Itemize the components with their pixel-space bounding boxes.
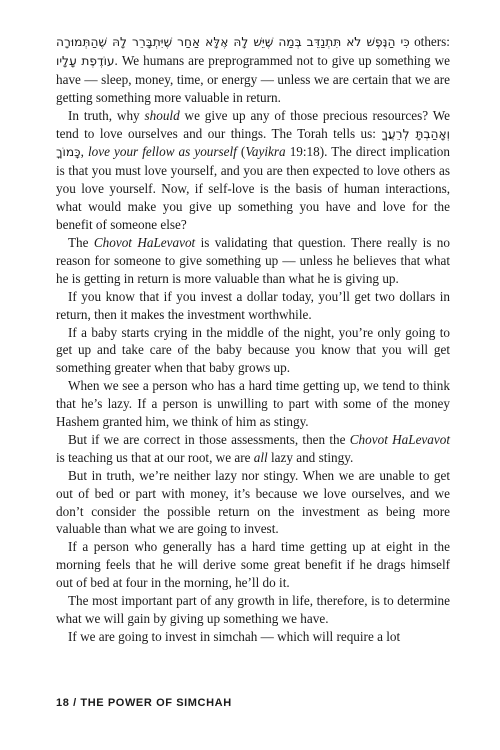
paragraph-9 [56, 538, 450, 592]
text-run: If you know that if you invest a dollar today, you’ll get two dollars in return, then it makes the investment worthwhile. [56, 288, 450, 322]
italic-text: love your fellow as yourself [87, 144, 237, 160]
paragraph-8 [56, 467, 450, 539]
text-run: others: [409, 34, 450, 49]
text-run: , [80, 144, 88, 160]
text-run: lazy and stingy. [267, 449, 354, 465]
text-run: is teaching us that at our root, we are [56, 449, 254, 465]
italic-text: all [253, 449, 268, 465]
paragraph-6 [56, 377, 450, 431]
text-run: is validating that question. There really is no reason for someone to give something up — unless he believes that what he is getting in return is more valuable than what he is giving up. [56, 234, 450, 286]
text-run: If a baby starts crying in the middle of the night, you’re only going to get up and take care of the baby because you know that you will get something greater when that baby grows up. [56, 324, 450, 376]
text-run: In truth, why [68, 107, 145, 123]
page-footer: 18 / THE POWER OF SIMCHAH [56, 697, 232, 709]
text-run: ( [236, 144, 246, 160]
paragraph-3 [56, 234, 450, 288]
paragraph-11 [56, 628, 450, 646]
paragraph-4 [56, 288, 450, 324]
text-run: When we see a person who has a hard time getting up, we tend to think that he’s lazy. If a person is unwilling to part with some of the money Hashem granted him, we think of him as stingy. [56, 378, 450, 430]
text-run: 19:18). The direct implication is that you must love yourself, and you are then expected to love others as you love yourself. Now, if self-love is the basis of human interactions, what would make you give up something you have and love for the benefit of someone else? [56, 144, 450, 233]
paragraph-7 [56, 431, 450, 467]
italic-text: Chovot HaLevavot [349, 431, 450, 447]
text-run: But in truth, we’re neither lazy nor stingy. When we are unable to get out of bed or part with money, it’s because we love ourselves, and we don’t consider the possible return on the investment as being more valuable than what we are going to invest. [56, 467, 450, 537]
text-run: The most important part of any growth in life, therefore, is to determine what we will gain by giving up something we have. [56, 593, 450, 626]
paragraph-1 [56, 33, 450, 107]
text-run: . We humans are preprogrammed not to give up something we have — sleep, money, time, or energy — unless we are certain that we are getting something more valuable in return. [56, 52, 450, 105]
paragraph-10 [56, 592, 450, 628]
italic-text: Chovot HaLevavot [93, 234, 196, 250]
hebrew-text: וְאָהַבְתָּ לְרֵעֲךָ כָּמוֹךָ [56, 126, 450, 160]
hebrew-text: כִּי הַנֶּפֶשׁ לֹא תִּתְנַדֵּב בְּמַה שֶּׁיֵּשׁ לָהּ אֶלָּא אַחַר שֶׁיִּתְבָּרֵר לָהּ שֶׁהַתְּמוּרָה [56, 35, 410, 49]
italic-text: Vayikra [245, 144, 286, 160]
paragraph-5 [56, 324, 450, 378]
text-run: The [68, 234, 94, 250]
body-text [56, 33, 450, 646]
text-run: we give up any of those precious resources? We tend to love ourselves and our things. The Torah tells us: [56, 107, 450, 141]
italic-text: should [144, 107, 180, 123]
paragraph-2 [56, 107, 450, 234]
text-run: If we are going to invest in simchah — which will require a lot [68, 628, 401, 644]
hebrew-text: עוֹדֶפֶת עָלָיו [56, 53, 115, 68]
text-run: If a person who generally has a hard time getting up at eight in the morning feels that he will derive some great benefit if he drags himself out of bed at four in the morning, he’ll do it. [56, 539, 450, 591]
text-run: But if we are correct in those assessments, then the [68, 431, 350, 447]
